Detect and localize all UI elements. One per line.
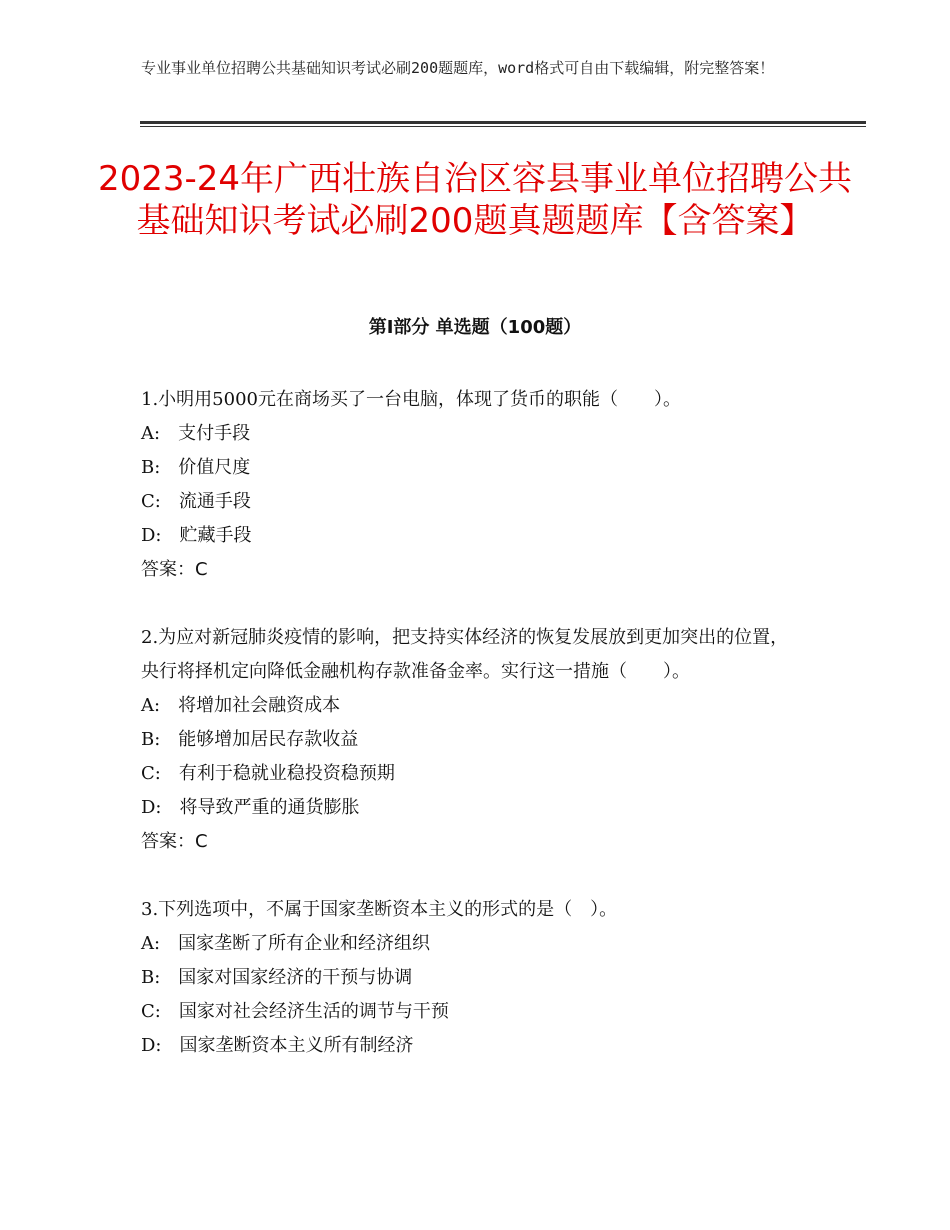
option-a: A: 将增加社会融资成本 bbox=[141, 695, 341, 716]
option-c: C: 流通手段 bbox=[141, 491, 251, 512]
question-stem: 1.小明用5000元在商场买了一台电脑，体现了货币的职能（ ）。 bbox=[141, 389, 681, 410]
option-b: B: 价值尺度 bbox=[141, 457, 251, 478]
header-note: 专业事业单位招聘公共基础知识考试必刷200题题库，word格式可自由下载编辑，附完整答案！ bbox=[141, 59, 775, 77]
question-stem: 2.为应对新冠肺炎疫情的影响，把支持实体经济的恢复发展放到更加突出的位置，央行将择机定向降低金融机构存款准备金率。实行这一措施（ ）。 bbox=[141, 627, 789, 682]
question-list bbox=[141, 383, 801, 1097]
question-3 bbox=[141, 893, 801, 1063]
option-b: B: 国家对国家经济的干预与协调 bbox=[141, 967, 413, 988]
question-stem: 3.下列选项中，不属于国家垄断资本主义的形式的是（ ）。 bbox=[141, 899, 618, 920]
option-d: D: 国家垄断资本主义所有制经济 bbox=[141, 1035, 414, 1056]
answer: 答案：C bbox=[141, 831, 208, 852]
question-2 bbox=[141, 621, 801, 859]
header-rule-thick bbox=[140, 121, 866, 124]
option-d: D: 将导致严重的通货膨胀 bbox=[141, 797, 360, 818]
question-1 bbox=[141, 383, 801, 587]
option-b: B: 能够增加居民存款收益 bbox=[141, 729, 359, 750]
option-c: C: 有利于稳就业稳投资稳预期 bbox=[141, 763, 395, 784]
section-heading: 第Ⅰ部分 单选题（100题） bbox=[368, 317, 582, 338]
option-c: C: 国家对社会经济生活的调节与干预 bbox=[141, 1001, 449, 1022]
answer: 答案：C bbox=[141, 559, 208, 580]
document-title: 2023-24年广西壮族自治区容县事业单位招聘公共基础知识考试必刷200题真题题库【含答案】 bbox=[97, 159, 853, 241]
header-rule-thin bbox=[140, 126, 866, 127]
option-a: A: 支付手段 bbox=[141, 423, 251, 444]
option-d: D: 贮藏手段 bbox=[141, 525, 252, 546]
option-a: A: 国家垄断了所有企业和经济组织 bbox=[141, 933, 431, 954]
